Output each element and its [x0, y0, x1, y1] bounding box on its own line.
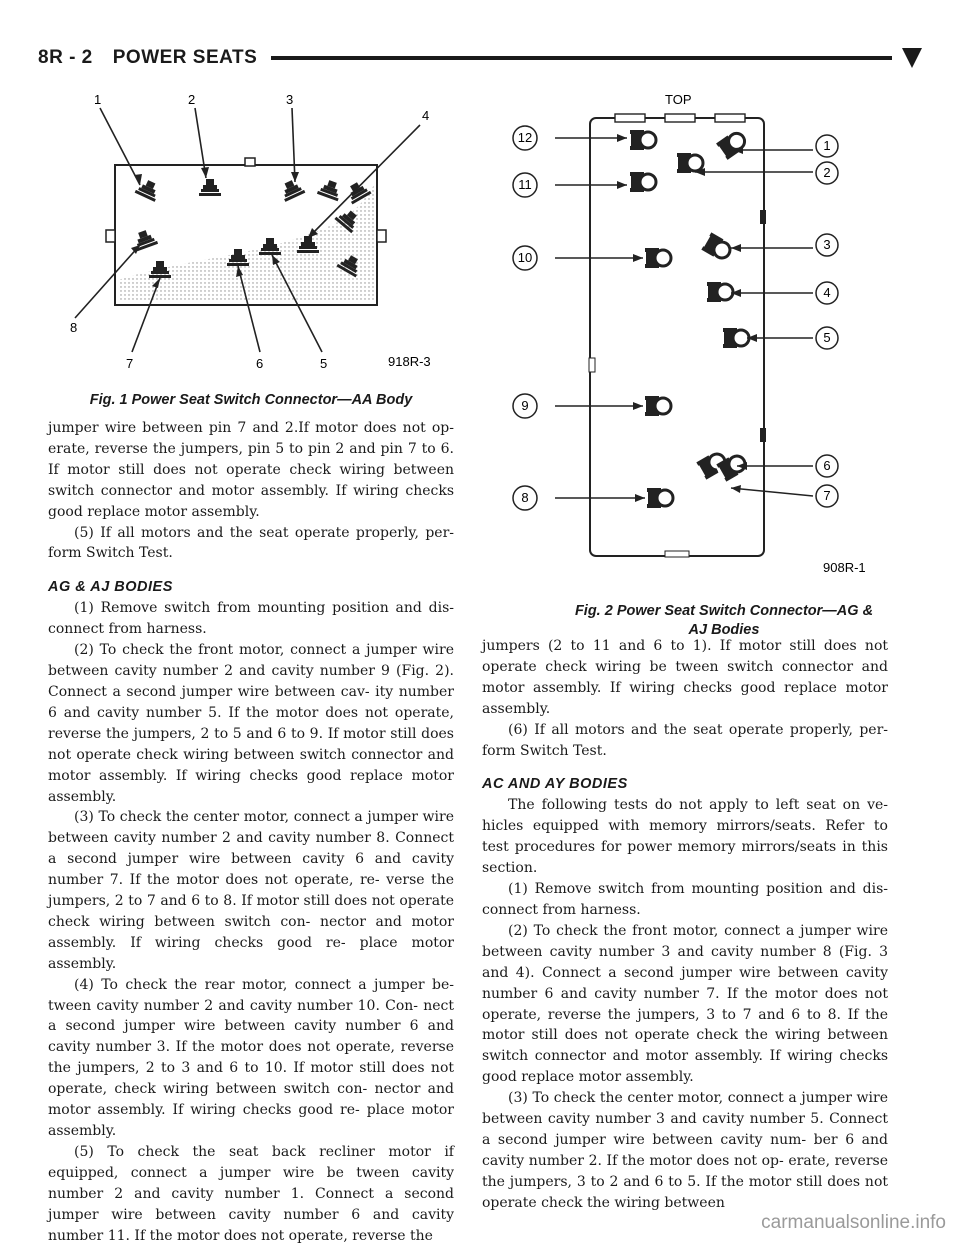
step-1-ac: (1) Remove switch from mounting position and dis- connect from harness. — [482, 881, 888, 918]
down-triangle-icon — [902, 48, 922, 68]
figure-2-diagram — [505, 88, 885, 598]
fig1-label-5: 5 — [320, 356, 328, 371]
fig2-top-label: TOP — [665, 92, 692, 107]
watermark: carmanualsonline.info — [761, 1212, 946, 1233]
heading-ag-aj-bodies: AG & AJ BODIES — [48, 579, 173, 596]
step-2-front-motor: (2) To check the front motor, connect a jumper wire between cavity number 2 and cavity number 9 (Fig. 2). Connect a second jumper wire between cav- ity number 6 and cavity number 5. If the motor does not operate, reverse the jumpers, 2 to 5 and 6 to 9. If motor still does not operate check wiring between switch connector and motor assembly. If wiring checks good replace motor assembly. — [48, 642, 454, 805]
step-2-ac-front-motor: (2) To check the front motor, connect a jumper wire between cavity number 3 and cavity number 8 (Fig. 3 and 4). Connect a second jumper wire between cavity number 6 and cavity number 7. If the motor does not operate, reverse the jumpers, 3 to 7 and 6 to 8. If the motor still does not operate check the wiring between switch connector and motor assembly. If wiring checks good replace motor assembly. — [482, 922, 888, 1086]
fig2-label-7: 7 — [823, 488, 831, 503]
step-5-recliner-motor: (5) To check the seat back recliner motor if equipped, connect a jumper wire be tween cavity number 2 and cavity number 1. Connect a second jumper wire between cavity number 6 and cavity number 11. If the motor does not operate, reverse the — [48, 1143, 454, 1244]
figure-2-caption: Fig. 2 Power Seat Switch Connector—AG & AJ Bodies — [574, 603, 874, 638]
fig1-label-8: 8 — [70, 320, 78, 335]
fig2-label-9: 9 — [521, 398, 529, 413]
paragraph-continued-right: jumpers (2 to 11 and 6 to 1). If motor still does not operate check wiring be tween switch connector and motor assembly. If wiring checks good replace motor assembly. — [482, 638, 888, 717]
fig2-label-6: 6 — [823, 458, 831, 473]
fig2-label-12: 12 — [517, 130, 533, 145]
fig1-label-6: 6 — [256, 356, 264, 371]
fig2-label-4: 4 — [823, 285, 831, 300]
page-header — [38, 40, 922, 76]
step-5-switch-test: (5) If all motors and the seat operate properly, per- form Switch Test. — [48, 524, 454, 562]
fig2-label-8: 8 — [521, 490, 529, 505]
section-title: POWER SEATS — [112, 47, 258, 68]
header-rule — [271, 56, 892, 60]
fig1-code: 918R-3 — [388, 354, 431, 369]
heading-ac-ay-bodies: AC AND AY BODIES — [482, 776, 628, 793]
fig1-label-7: 7 — [126, 356, 134, 371]
fig2-label-2: 2 — [823, 165, 831, 180]
step-1: (1) Remove switch from mounting position and dis- connect from harness. — [48, 600, 454, 638]
step-3-ac-center-motor: (3) To check the center motor, connect a jumper wire between cavity number 3 and cavity number 5. Connect a second jumper wire between cavity num- ber 6 and cavity number 2. If the motor does not op- erate, reverse the jumpers, 3 to 2 and 6 to 5. If the motor still does not operate check the wiring between — [482, 1090, 888, 1211]
fig2-label-1: 1 — [823, 138, 831, 153]
fig2-label-10: 10 — [517, 250, 533, 265]
fig1-label-3: 3 — [286, 92, 294, 107]
fig1-label-1: 1 — [94, 92, 102, 107]
intro-paragraph: The following tests do not apply to left seat on ve- hicles equipped with memory mirrors/seats. Refer to test procedures for power memory mirrors/seats in this section. — [482, 797, 888, 877]
fig2-label-5: 5 — [823, 330, 831, 345]
step-6-switch-test: (6) If all motors and the seat operate properly, per- form Switch Test. — [482, 721, 888, 759]
fig1-label-2: 2 — [188, 92, 196, 107]
fig2-label-3: 3 — [823, 237, 831, 252]
right-column — [482, 636, 888, 1214]
fig1-label-4: 4 — [422, 108, 430, 123]
figure-1-diagram — [60, 90, 460, 390]
step-3-center-motor: (3) To check the center motor, connect a jumper wire between cavity number 2 and cavity number 8. Connect a second jumper wire between cavity 6 and cavity number 7. If the motor does not operate, re- verse the jumpers, 2 to 7 and 6 to 8. If motor still does not operate check wiring between switch con- nector and motor assembly. If wiring checks good re- place motor assembly. — [48, 809, 454, 972]
paragraph-continued: jumper wire between pin 7 and 2.If motor does not op- erate, reverse the jumpers, pin 5 to pin 2 and pin 7 to 6. If motor still does not operate check wiring between switch connector and motor assembly. If wiring checks good replace motor assembly. — [48, 420, 454, 520]
figure-1-caption: Fig. 1 Power Seat Switch Connector—AA Body — [89, 392, 413, 408]
fig2-label-11: 11 — [518, 177, 532, 192]
page-number: 8R - 2 — [38, 47, 93, 68]
step-4-rear-motor: (4) To check the rear motor, connect a jumper be- tween cavity number 2 and cavity number 10. Con- nect a second jumper wire between cavity number 6 and cavity number 3. If the motor does not operate, reverse the jumpers, 2 to 3 and 6 to 10. If motor still does not operate, check wiring between switch con- nector and motor assembly. If wiring checks good re- place motor assembly. — [48, 976, 454, 1139]
fig2-code: 908R-1 — [823, 560, 866, 575]
left-column — [48, 418, 454, 1246]
